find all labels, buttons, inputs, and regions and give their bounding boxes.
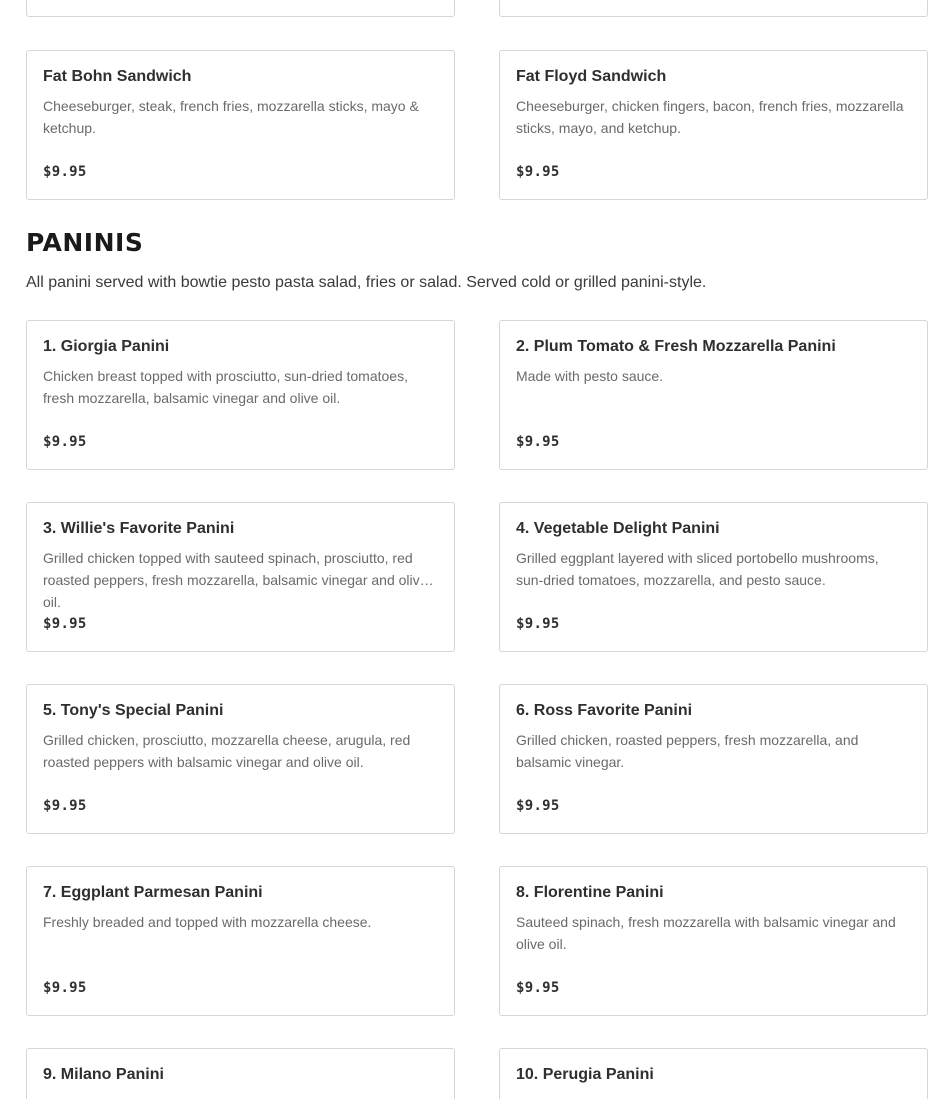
- menu-item-card[interactable]: [499, 1048, 928, 1099]
- menu-item-card[interactable]: [26, 502, 455, 652]
- menu-item-name: 8. Florentine Panini: [516, 884, 664, 901]
- menu-item-description: Chicken breast topped with prosciutto, sun-dried tomatoes, fresh mozzarella, balsamic vinegar and olive oil.: [43, 368, 408, 406]
- menu-item-card-partial[interactable]: [26, 0, 455, 17]
- menu-item-name: 6. Ross Favorite Panini: [516, 702, 693, 719]
- menu-item-description: Freshly breaded and topped with mozzarella cheese.: [43, 914, 372, 930]
- menu-item-description: Grilled chicken, roasted peppers, fresh mozzarella, and balsamic vinegar.: [516, 732, 859, 770]
- menu-item-description: Sauteed spinach, fresh mozzarella with balsamic vinegar and olive oil.: [516, 914, 896, 952]
- menu-item-name: 7. Eggplant Parmesan Panini: [43, 884, 263, 901]
- menu-item-name: 4. Vegetable Delight Panini: [516, 520, 720, 537]
- menu-item-name: 9. Milano Panini: [43, 1066, 164, 1083]
- menu-item-price: $9.95: [516, 798, 560, 814]
- menu-item-card[interactable]: [26, 320, 455, 470]
- menu-item-price: $9.95: [43, 798, 87, 814]
- menu-item-name: Fat Floyd Sandwich: [516, 68, 667, 85]
- menu-item-name: 5. Tony's Special Panini: [43, 702, 224, 719]
- menu-item-description: Made with pesto sauce.: [516, 368, 664, 384]
- menu-item-price: $9.95: [516, 434, 560, 450]
- menu-item-card-partial[interactable]: [499, 0, 928, 17]
- menu-item-card[interactable]: [499, 502, 928, 652]
- menu-item-name: 3. Willie's Favorite Panini: [43, 520, 235, 537]
- menu-item-description: Grilled eggplant layered with sliced portobello mushrooms, sun-dried tomatoes, mozzarella, and pesto sauce.: [516, 550, 879, 588]
- menu-item-card[interactable]: [26, 684, 455, 834]
- menu-item-card[interactable]: [499, 684, 928, 834]
- menu-item-card[interactable]: [499, 50, 928, 200]
- menu-item-description: Grilled chicken topped with sauteed spinach, prosciutto, red roasted peppers, fresh mozzarella, balsamic vinegar and olive oil.: [43, 550, 428, 610]
- menu-item-price: $9.95: [43, 434, 87, 450]
- menu-item-card[interactable]: [499, 320, 928, 470]
- menu-item-price: $9.95: [43, 980, 87, 996]
- menu-item-card[interactable]: [499, 866, 928, 1016]
- menu-item-description: Cheeseburger, chicken fingers, bacon, french fries, mozzarella sticks, mayo, and ketchup.: [516, 98, 904, 136]
- section-title: PANINIS: [26, 228, 144, 257]
- menu-item-price: $9.95: [516, 616, 560, 632]
- menu-item-name: Fat Bohn Sandwich: [43, 68, 192, 85]
- menu-item-card[interactable]: [26, 50, 455, 200]
- menu-item-price: $9.95: [516, 980, 560, 996]
- menu-item-card[interactable]: [26, 866, 455, 1016]
- menu-item-name: 10. Perugia Panini: [516, 1066, 654, 1083]
- menu-item-card[interactable]: [26, 1048, 455, 1099]
- menu-item-price: $9.95: [43, 164, 87, 180]
- section-description: All panini served with bowtie pesto pasta salad, fries or salad. Served cold or grilled panini-style.: [26, 274, 707, 291]
- menu-item-price: $9.95: [516, 164, 560, 180]
- menu-item-price: $9.95: [43, 616, 87, 632]
- menu-item-name: 1. Giorgia Panini: [43, 338, 170, 355]
- menu-item-description: Cheeseburger, steak, french fries, mozzarella sticks, mayo & ketchup.: [43, 98, 419, 136]
- menu-item-description: Grilled chicken, prosciutto, mozzarella cheese, arugula, red roasted peppers with balsamic vinegar and olive oil.: [43, 732, 411, 770]
- menu-item-name: 2. Plum Tomato & Fresh Mozzarella Panini: [516, 338, 836, 355]
